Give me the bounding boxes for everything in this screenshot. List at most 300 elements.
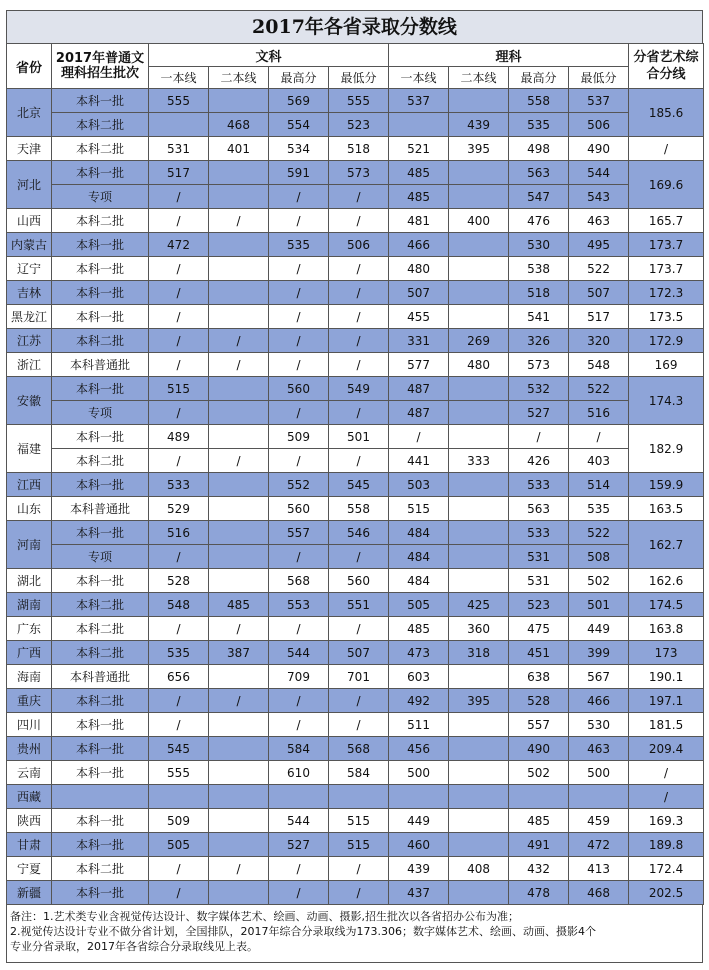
wenke-tier2-cell (209, 281, 269, 305)
province-cell: 广西 (7, 641, 52, 665)
wenke-max-cell: / (269, 545, 329, 569)
table-row (7, 833, 704, 857)
like-max-cell: 528 (509, 689, 569, 713)
table-row (7, 353, 704, 377)
province-cell: 重庆 (7, 689, 52, 713)
table-row (7, 209, 704, 233)
province-cell: 湖南 (7, 593, 52, 617)
like-min-cell: / (569, 425, 629, 449)
wenke-tier1-cell: / (149, 857, 209, 881)
wenke-tier2-cell (209, 569, 269, 593)
batch-cell: 本科一批 (52, 305, 149, 329)
like-tier1-cell: 449 (389, 809, 449, 833)
wenke-min-cell: 568 (329, 737, 389, 761)
like-min-cell: 463 (569, 209, 629, 233)
like-min-cell: 516 (569, 401, 629, 425)
batch-header: 2017年普通文理科招生批次 (52, 44, 149, 89)
like-tier2-cell (449, 497, 509, 521)
art-score-cell: 174.3 (629, 377, 704, 425)
wenke-tier2-cell: 485 (209, 593, 269, 617)
footnote (6, 905, 703, 963)
wenke-min-cell: / (329, 689, 389, 713)
batch-cell: 本科一批 (52, 809, 149, 833)
art-score-cell: 163.5 (629, 497, 704, 521)
table-row (7, 281, 704, 305)
like-max-cell: / (509, 425, 569, 449)
table-row (7, 473, 704, 497)
like-min-cell: 495 (569, 233, 629, 257)
like-min-cell: 449 (569, 617, 629, 641)
subheader-cell: 最高分 (269, 67, 329, 89)
wenke-max-cell: / (269, 689, 329, 713)
table-row (7, 761, 704, 785)
like-tier2-cell: 360 (449, 617, 509, 641)
art-score-cell: 182.9 (629, 425, 704, 473)
wenke-tier1-cell (149, 785, 209, 809)
art-score-cell: 173.7 (629, 233, 704, 257)
batch-cell: 本科一批 (52, 473, 149, 497)
wenke-max-cell: / (269, 353, 329, 377)
like-tier2-cell: 333 (449, 449, 509, 473)
table-row (7, 881, 704, 905)
like-max-cell: 638 (509, 665, 569, 689)
like-tier2-cell (449, 281, 509, 305)
art-score-header: 分省艺术综合分线 (629, 44, 704, 89)
like-tier2-cell (449, 521, 509, 545)
wenke-tier2-cell (209, 305, 269, 329)
art-score-cell: 174.5 (629, 593, 704, 617)
like-max-cell: 485 (509, 809, 569, 833)
like-tier2-cell (449, 473, 509, 497)
batch-cell: 本科一批 (52, 161, 149, 185)
like-max-cell: 531 (509, 545, 569, 569)
wenke-tier2-cell (209, 761, 269, 785)
table-row (7, 689, 704, 713)
table-row (7, 137, 704, 161)
wenke-min-cell: 701 (329, 665, 389, 689)
like-tier1-cell: 460 (389, 833, 449, 857)
like-tier2-cell: 408 (449, 857, 509, 881)
like-tier2-cell (449, 569, 509, 593)
like-min-cell: 508 (569, 545, 629, 569)
like-max-cell: 476 (509, 209, 569, 233)
wenke-tier2-cell (209, 737, 269, 761)
province-cell: 甘肃 (7, 833, 52, 857)
subheader-cell: 最低分 (329, 67, 389, 89)
batch-cell: 本科一批 (52, 569, 149, 593)
province-cell: 云南 (7, 761, 52, 785)
batch-cell (52, 785, 149, 809)
wenke-max-cell: 591 (269, 161, 329, 185)
wenke-tier2-cell (209, 833, 269, 857)
like-max-cell: 490 (509, 737, 569, 761)
like-tier1-cell: 437 (389, 881, 449, 905)
province-cell: 浙江 (7, 353, 52, 377)
province-header: 省份 (7, 44, 52, 89)
table-row (7, 497, 704, 521)
like-max-cell: 502 (509, 761, 569, 785)
art-score-cell: 202.5 (629, 881, 704, 905)
wenke-tier2-cell (209, 401, 269, 425)
subheader-cell: 最高分 (509, 67, 569, 89)
wenke-tier2-cell (209, 233, 269, 257)
like-max-cell: 523 (509, 593, 569, 617)
like-tier2-cell (449, 401, 509, 425)
wenke-min-cell: 551 (329, 593, 389, 617)
wenke-tier1-cell: 489 (149, 425, 209, 449)
like-min-cell: 517 (569, 305, 629, 329)
like-max-cell: 563 (509, 497, 569, 521)
wenke-min-cell: / (329, 353, 389, 377)
wenke-tier1-cell: 517 (149, 161, 209, 185)
like-header: 理科 (389, 44, 629, 67)
wenke-max-cell: 535 (269, 233, 329, 257)
like-tier1-cell: 603 (389, 665, 449, 689)
like-tier2-cell (449, 305, 509, 329)
batch-cell: 本科二批 (52, 857, 149, 881)
table-row (7, 593, 704, 617)
like-tier1-cell: 515 (389, 497, 449, 521)
batch-cell: 专项 (52, 545, 149, 569)
wenke-tier2-cell (209, 89, 269, 113)
like-min-cell (569, 785, 629, 809)
wenke-max-cell: 568 (269, 569, 329, 593)
like-tier2-cell (449, 785, 509, 809)
art-score-cell: 163.8 (629, 617, 704, 641)
table-title: 2017年各省录取分数线 (6, 10, 703, 43)
like-min-cell: 472 (569, 833, 629, 857)
like-max-cell: 518 (509, 281, 569, 305)
like-tier1-cell (389, 113, 449, 137)
wenke-min-cell: / (329, 545, 389, 569)
like-tier1-cell: 480 (389, 257, 449, 281)
wenke-max-cell: 584 (269, 737, 329, 761)
like-tier1-cell: 484 (389, 569, 449, 593)
wenke-min-cell: 555 (329, 89, 389, 113)
batch-cell: 本科一批 (52, 761, 149, 785)
wenke-tier1-cell: 555 (149, 761, 209, 785)
wenke-max-cell: / (269, 881, 329, 905)
like-tier2-cell (449, 737, 509, 761)
like-tier1-cell: 484 (389, 545, 449, 569)
wenke-tier1-cell: / (149, 713, 209, 737)
wenke-min-cell: / (329, 185, 389, 209)
table-row (7, 233, 704, 257)
like-min-cell: 399 (569, 641, 629, 665)
like-min-cell: 507 (569, 281, 629, 305)
wenke-tier1-cell: / (149, 353, 209, 377)
like-min-cell: 514 (569, 473, 629, 497)
subheader-cell: 一本线 (389, 67, 449, 89)
wenke-min-cell: 560 (329, 569, 389, 593)
like-tier1-cell: 487 (389, 377, 449, 401)
table-row (7, 809, 704, 833)
like-tier1-cell: 455 (389, 305, 449, 329)
wenke-tier2-cell (209, 809, 269, 833)
batch-cell: 本科普通批 (52, 665, 149, 689)
like-min-cell: 537 (569, 89, 629, 113)
province-cell: 黑龙江 (7, 305, 52, 329)
table-row (7, 329, 704, 353)
like-max-cell: 478 (509, 881, 569, 905)
like-tier2-cell (449, 545, 509, 569)
wenke-tier1-cell: / (149, 881, 209, 905)
art-score-cell: 162.7 (629, 521, 704, 569)
like-min-cell: 567 (569, 665, 629, 689)
wenke-min-cell: 518 (329, 137, 389, 161)
province-cell: 西藏 (7, 785, 52, 809)
like-min-cell: 463 (569, 737, 629, 761)
batch-cell: 本科一批 (52, 233, 149, 257)
like-tier1-cell: 331 (389, 329, 449, 353)
wenke-max-cell: 544 (269, 809, 329, 833)
wenke-max-cell: 534 (269, 137, 329, 161)
table-row (7, 377, 704, 401)
wenke-max-cell: / (269, 449, 329, 473)
like-max-cell (509, 785, 569, 809)
wenke-tier2-cell: 468 (209, 113, 269, 137)
art-score-cell: 162.6 (629, 569, 704, 593)
wenke-min-cell: 501 (329, 425, 389, 449)
wenke-tier1-cell: 535 (149, 641, 209, 665)
batch-cell: 本科一批 (52, 833, 149, 857)
like-max-cell: 547 (509, 185, 569, 209)
like-max-cell: 527 (509, 401, 569, 425)
wenke-tier1-cell: / (149, 401, 209, 425)
like-tier1-cell (389, 785, 449, 809)
table-row (7, 401, 704, 425)
wenke-tier1-cell: 529 (149, 497, 209, 521)
wenke-max-cell: 560 (269, 497, 329, 521)
like-max-cell: 530 (509, 233, 569, 257)
like-tier1-cell: 485 (389, 185, 449, 209)
like-tier1-cell: 441 (389, 449, 449, 473)
wenke-tier1-cell: 528 (149, 569, 209, 593)
like-min-cell: 543 (569, 185, 629, 209)
like-tier2-cell (449, 713, 509, 737)
wenke-max-cell (269, 785, 329, 809)
like-min-cell: 548 (569, 353, 629, 377)
footnote-line: 备注：1.艺术类专业含视觉传达设计、数字媒体艺术、绘画、动画、摄影,招生批次以各省招办公布为准； (10, 910, 519, 923)
like-tier2-cell (449, 185, 509, 209)
wenke-tier2-cell: 387 (209, 641, 269, 665)
batch-cell: 本科二批 (52, 329, 149, 353)
like-max-cell: 573 (509, 353, 569, 377)
like-min-cell: 522 (569, 521, 629, 545)
wenke-max-cell: 544 (269, 641, 329, 665)
art-score-cell: 169.3 (629, 809, 704, 833)
art-score-cell: 209.4 (629, 737, 704, 761)
table-row (7, 641, 704, 665)
like-tier2-cell (449, 665, 509, 689)
wenke-tier2-cell (209, 713, 269, 737)
wenke-tier2-cell (209, 257, 269, 281)
like-tier2-cell (449, 257, 509, 281)
batch-cell: 本科普通批 (52, 497, 149, 521)
batch-cell: 本科二批 (52, 209, 149, 233)
wenke-max-cell: / (269, 401, 329, 425)
art-score-cell: 172.4 (629, 857, 704, 881)
wenke-tier1-cell: 472 (149, 233, 209, 257)
table-row (7, 569, 704, 593)
wenke-tier2-cell (209, 521, 269, 545)
art-score-cell: 190.1 (629, 665, 704, 689)
wenke-min-cell: / (329, 713, 389, 737)
wenke-min-cell: 549 (329, 377, 389, 401)
score-sheet (6, 10, 703, 963)
art-score-cell: / (629, 137, 704, 161)
like-tier2-cell: 318 (449, 641, 509, 665)
like-min-cell: 320 (569, 329, 629, 353)
like-tier1-cell: 500 (389, 761, 449, 785)
like-tier1-cell: 466 (389, 233, 449, 257)
like-tier2-cell (449, 233, 509, 257)
province-cell: 陕西 (7, 809, 52, 833)
wenke-min-cell: 515 (329, 809, 389, 833)
table-row (7, 545, 704, 569)
like-max-cell: 426 (509, 449, 569, 473)
province-cell: 辽宁 (7, 257, 52, 281)
like-tier2-cell (449, 833, 509, 857)
like-max-cell: 558 (509, 89, 569, 113)
like-tier1-cell: 505 (389, 593, 449, 617)
footnote-line: 2.视觉传达设计专业不做分省计划，全国排队，2017年综合分录取线为173.306；数字媒体艺术、绘画、动画、摄影4个 (10, 925, 596, 938)
table-row (7, 161, 704, 185)
wenke-tier1-cell: / (149, 209, 209, 233)
wenke-tier2-cell (209, 425, 269, 449)
like-min-cell: 530 (569, 713, 629, 737)
wenke-max-cell: 709 (269, 665, 329, 689)
wenke-tier1-cell: / (149, 617, 209, 641)
wenke-tier1-cell: 656 (149, 665, 209, 689)
wenke-min-cell: 546 (329, 521, 389, 545)
batch-cell: 本科二批 (52, 617, 149, 641)
wenke-tier2-cell (209, 161, 269, 185)
wenke-max-cell: 560 (269, 377, 329, 401)
batch-cell: 本科一批 (52, 281, 149, 305)
province-cell: 广东 (7, 617, 52, 641)
like-max-cell: 535 (509, 113, 569, 137)
like-max-cell: 533 (509, 521, 569, 545)
like-max-cell: 326 (509, 329, 569, 353)
like-tier1-cell: 487 (389, 401, 449, 425)
wenke-tier1-cell: 533 (149, 473, 209, 497)
art-score-cell: 173.5 (629, 305, 704, 329)
wenke-tier2-cell: / (209, 617, 269, 641)
like-max-cell: 563 (509, 161, 569, 185)
like-tier2-cell: 395 (449, 689, 509, 713)
wenke-header: 文科 (149, 44, 389, 67)
wenke-min-cell (329, 785, 389, 809)
wenke-tier1-cell: 516 (149, 521, 209, 545)
wenke-max-cell: 553 (269, 593, 329, 617)
wenke-tier2-cell (209, 473, 269, 497)
wenke-min-cell: 507 (329, 641, 389, 665)
like-tier2-cell (449, 425, 509, 449)
province-cell: 四川 (7, 713, 52, 737)
table-row (7, 449, 704, 473)
art-score-cell: 181.5 (629, 713, 704, 737)
province-cell: 山西 (7, 209, 52, 233)
like-min-cell: 413 (569, 857, 629, 881)
wenke-tier1-cell: 531 (149, 137, 209, 161)
wenke-tier2-cell (209, 545, 269, 569)
like-min-cell: 544 (569, 161, 629, 185)
batch-cell: 专项 (52, 401, 149, 425)
wenke-min-cell: / (329, 257, 389, 281)
province-cell: 安徽 (7, 377, 52, 425)
like-tier1-cell: 456 (389, 737, 449, 761)
like-tier1-cell: 521 (389, 137, 449, 161)
art-score-cell: / (629, 785, 704, 809)
wenke-tier1-cell: 505 (149, 833, 209, 857)
batch-cell: 专项 (52, 185, 149, 209)
like-tier2-cell: 400 (449, 209, 509, 233)
wenke-min-cell: 515 (329, 833, 389, 857)
art-score-cell: 172.3 (629, 281, 704, 305)
like-tier1-cell: 485 (389, 617, 449, 641)
wenke-tier2-cell (209, 377, 269, 401)
score-table (6, 43, 704, 905)
like-min-cell: 501 (569, 593, 629, 617)
like-tier2-cell (449, 809, 509, 833)
like-tier1-cell: / (389, 425, 449, 449)
wenke-max-cell: / (269, 209, 329, 233)
like-tier2-cell (449, 881, 509, 905)
wenke-min-cell: / (329, 329, 389, 353)
like-tier2-cell: 395 (449, 137, 509, 161)
like-tier2-cell: 439 (449, 113, 509, 137)
art-score-cell: 189.8 (629, 833, 704, 857)
like-tier1-cell: 439 (389, 857, 449, 881)
wenke-tier2-cell: / (209, 329, 269, 353)
wenke-max-cell: 527 (269, 833, 329, 857)
province-cell: 山东 (7, 497, 52, 521)
like-max-cell: 451 (509, 641, 569, 665)
wenke-max-cell: / (269, 329, 329, 353)
like-max-cell: 533 (509, 473, 569, 497)
wenke-tier1-cell: / (149, 185, 209, 209)
wenke-tier1-cell: / (149, 257, 209, 281)
table-row (7, 521, 704, 545)
province-cell: 福建 (7, 425, 52, 473)
province-cell: 湖北 (7, 569, 52, 593)
wenke-min-cell: / (329, 617, 389, 641)
wenke-tier2-cell (209, 497, 269, 521)
wenke-tier1-cell: 509 (149, 809, 209, 833)
batch-cell: 本科二批 (52, 113, 149, 137)
wenke-min-cell: 545 (329, 473, 389, 497)
wenke-min-cell: / (329, 305, 389, 329)
wenke-min-cell: 573 (329, 161, 389, 185)
like-max-cell: 432 (509, 857, 569, 881)
wenke-tier2-cell: / (209, 353, 269, 377)
like-tier2-cell: 425 (449, 593, 509, 617)
table-row (7, 713, 704, 737)
like-tier2-cell (449, 761, 509, 785)
table-row (7, 617, 704, 641)
wenke-max-cell: 554 (269, 113, 329, 137)
wenke-tier2-cell: 401 (209, 137, 269, 161)
like-min-cell: 535 (569, 497, 629, 521)
wenke-max-cell: / (269, 185, 329, 209)
wenke-max-cell: / (269, 713, 329, 737)
batch-cell: 本科二批 (52, 641, 149, 665)
wenke-max-cell: 569 (269, 89, 329, 113)
batch-cell: 本科一批 (52, 425, 149, 449)
wenke-tier2-cell: / (209, 209, 269, 233)
batch-cell: 本科一批 (52, 521, 149, 545)
